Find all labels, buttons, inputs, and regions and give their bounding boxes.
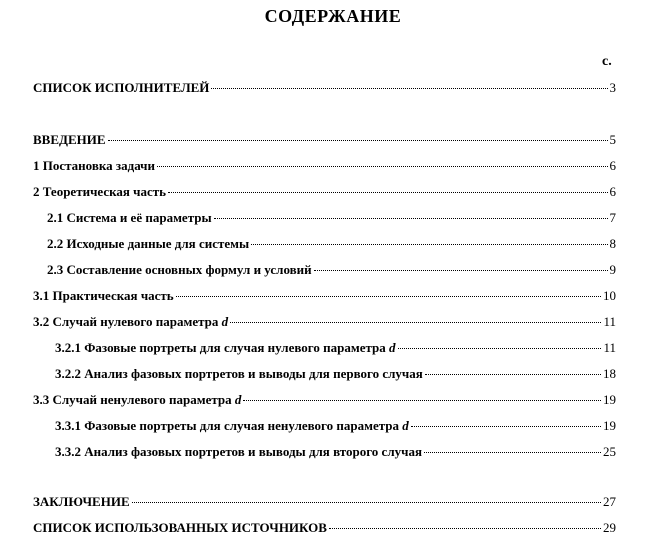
toc-entry-label: 3.2.2 Анализ фазовых портретов и выводы для первого случая xyxy=(55,366,423,381)
dot-leader xyxy=(211,88,607,89)
dot-leader xyxy=(230,322,601,323)
toc-entry-page: 11 xyxy=(603,314,616,329)
toc-entry-page: 25 xyxy=(603,444,616,459)
toc-entry-label: 3.3 Случай ненулевого параметра d xyxy=(33,392,242,407)
toc-entry-3-1[interactable] xyxy=(33,286,616,306)
toc-entry-page: 18 xyxy=(603,366,616,381)
page-column-label: с. xyxy=(602,54,612,69)
toc-entry-2-1[interactable] xyxy=(47,208,616,228)
toc-entry-page: 29 xyxy=(603,520,616,535)
toc-entry-label: 3.2.1 Фазовые портреты для случая нулевого параметра d xyxy=(55,340,396,355)
toc-entry-label: 2 Теоретическая часть xyxy=(33,184,167,199)
toc-entry-3-2-1[interactable] xyxy=(55,338,616,358)
toc-entry-label: ВВЕДЕНИЕ xyxy=(33,132,106,147)
toc-entry-label: 3.3.2 Анализ фазовых портретов и выводы для второго случая xyxy=(55,444,422,459)
toc-entry-label: 1 Постановка задачи xyxy=(33,158,156,173)
dot-leader xyxy=(243,400,601,401)
dot-leader xyxy=(329,528,601,529)
toc-entry-3-3-1[interactable] xyxy=(55,416,616,436)
toc-entry-1[interactable] xyxy=(33,156,616,176)
toc-entry-page: 6 xyxy=(609,184,616,199)
toc-entry-page: 5 xyxy=(609,132,616,147)
toc-entry-label: 2.3 Составление основных формул и условий xyxy=(47,262,312,277)
toc-entry-page: 19 xyxy=(603,418,616,433)
toc-entry-page: 9 xyxy=(609,262,616,277)
toc-entry-label: 3.1 Практическая часть xyxy=(33,288,174,303)
toc-entry-2[interactable] xyxy=(33,182,616,202)
toc-entry-references[interactable] xyxy=(33,518,616,538)
toc-entry-label: 2.2 Исходные данные для системы xyxy=(47,236,250,251)
dot-leader xyxy=(251,244,607,245)
toc-entry-3-2[interactable] xyxy=(33,312,616,332)
toc-entry-label: СПИСОК ИСПОЛНИТЕЛЕЙ xyxy=(33,80,210,95)
toc-entry-label: 3.2 Случай нулевого параметра d xyxy=(33,314,229,329)
toc-entry-label: СПИСОК ИСПОЛЬЗОВАННЫХ ИСТОЧНИКОВ xyxy=(33,520,327,535)
toc-entry-page: 27 xyxy=(603,494,616,509)
toc-entry-label: ЗАКЛЮЧЕНИЕ xyxy=(33,494,130,509)
toc-entry-introduction[interactable] xyxy=(33,130,616,150)
toc-entry-2-3[interactable] xyxy=(47,260,616,280)
toc-entry-page: 3 xyxy=(609,80,616,95)
toc-entry-page: 8 xyxy=(609,236,616,251)
page-title: СОДЕРЖАНИЕ xyxy=(264,6,402,26)
toc-entry-label: 2.1 Система и её параметры xyxy=(47,210,212,225)
toc-entry-page: 19 xyxy=(603,392,616,407)
dot-leader xyxy=(425,374,601,375)
dot-leader xyxy=(157,166,607,167)
toc-entry-page: 11 xyxy=(603,340,616,355)
toc-entry-3-2-2[interactable] xyxy=(55,364,616,384)
toc-entry-3-3-2[interactable] xyxy=(55,442,616,462)
dot-leader xyxy=(176,296,601,297)
dot-leader xyxy=(214,218,608,219)
toc-entry-page: 6 xyxy=(609,158,616,173)
toc-entry-executors[interactable] xyxy=(33,78,616,98)
dot-leader xyxy=(411,426,601,427)
dot-leader xyxy=(132,502,601,503)
toc-entry-3-3[interactable] xyxy=(33,390,616,410)
toc-entry-page: 10 xyxy=(603,288,616,303)
toc-entry-2-2[interactable] xyxy=(47,234,616,254)
toc-entry-conclusion[interactable] xyxy=(33,492,616,512)
dot-leader xyxy=(398,348,602,349)
dot-leader xyxy=(108,140,608,141)
toc-entry-label: 3.3.1 Фазовые портреты для случая ненулевого параметра d xyxy=(55,418,409,433)
dot-leader xyxy=(168,192,607,193)
toc-entry-page: 7 xyxy=(609,210,616,225)
dot-leader xyxy=(424,452,601,453)
dot-leader xyxy=(314,270,608,271)
